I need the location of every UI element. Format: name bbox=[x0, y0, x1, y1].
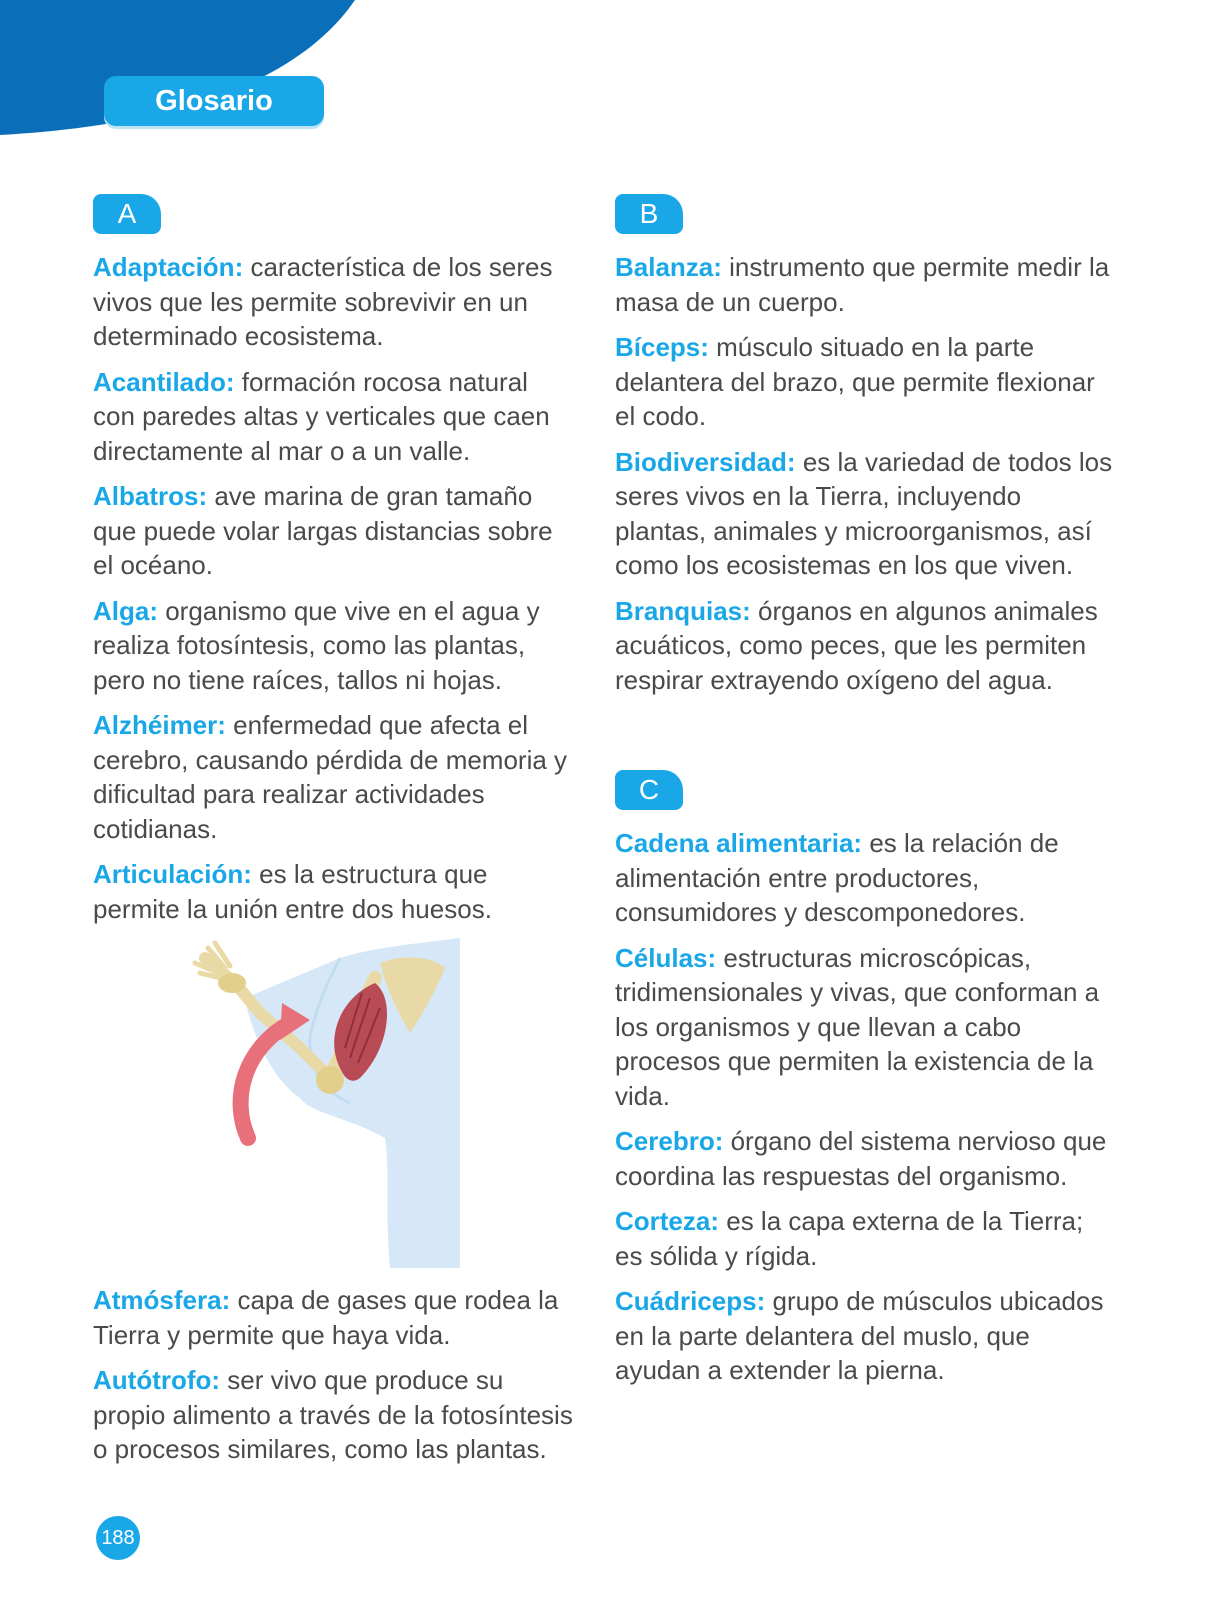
section-b bbox=[615, 194, 1115, 708]
section-letter-a: A bbox=[93, 194, 161, 234]
glossary-entry bbox=[93, 1363, 573, 1467]
section-letter-b: B bbox=[615, 194, 683, 234]
entry-definition: formación rocosa natural con paredes altas y verticales que caen directamente al mar o a un valle. bbox=[93, 366, 550, 466]
section-a bbox=[93, 194, 573, 937]
glossary-entry bbox=[615, 1204, 1115, 1273]
entry-definition: enfermedad que afecta el cerebro, causando pérdida de memoria y dificultad para realizar actividades cotidianas. bbox=[93, 710, 568, 844]
entry-term: Albatros: bbox=[93, 481, 208, 511]
glossary-entry bbox=[615, 330, 1115, 434]
entry-definition: órgano del sistema nervioso que coordina las respuestas del organismo. bbox=[615, 1126, 1107, 1191]
glossary-entry bbox=[93, 594, 573, 698]
section-c bbox=[615, 770, 1115, 1399]
entry-term: Branquias: bbox=[615, 595, 751, 626]
entry-term: Alga: bbox=[93, 595, 158, 626]
entry-term: Articulación: bbox=[93, 859, 252, 889]
entry-definition: es la variedad de todos los seres vivos en la Tierra, incluyendo plantas, animales y microorganismos, así como los ecosistemas en los que viven. bbox=[615, 446, 1113, 580]
entry-definition: instrumento que permite medir la masa de un cuerpo. bbox=[615, 252, 1110, 317]
glossary-entry bbox=[93, 365, 573, 469]
entry-definition: grupo de músculos ubicados en la parte delantera del muslo, que ayudan a extender la pierna. bbox=[615, 1286, 1104, 1385]
entry-term: Balanza: bbox=[615, 252, 722, 282]
entry-term: Autótrofo: bbox=[93, 1365, 221, 1395]
entry-definition: capa de gases que rodea la Tierra y permite que haya vida. bbox=[93, 1285, 559, 1350]
page-number: 188 bbox=[96, 1516, 140, 1560]
arm-flexion-illustration bbox=[190, 938, 470, 1268]
entry-term: Cadena alimentaria: bbox=[615, 828, 863, 858]
entry-term: Bíceps: bbox=[615, 332, 709, 362]
glossary-entry bbox=[93, 857, 573, 926]
glossary-entry bbox=[93, 250, 573, 354]
entry-term: Biodiversidad: bbox=[615, 446, 796, 477]
glossary-entry bbox=[615, 826, 1115, 930]
glossary-entry bbox=[615, 250, 1115, 319]
glossary-entry bbox=[615, 1124, 1115, 1193]
entry-term: Corteza: bbox=[615, 1206, 720, 1236]
glossary-entry bbox=[93, 1283, 573, 1352]
entry-definition: es la relación de alimentación entre productores, consumidores y descomponedores. bbox=[615, 828, 1059, 927]
entry-definition: ave marina de gran tamaño que puede volar largas distancias sobre el océano. bbox=[93, 481, 553, 580]
entry-term: Alzhéimer: bbox=[93, 710, 226, 740]
entry-definition: es la estructura que permite la unión entre dos huesos. bbox=[93, 859, 492, 924]
entry-definition: es la capa externa de la Tierra; es sólida y rígida. bbox=[615, 1206, 1084, 1271]
corner-decoration bbox=[0, 0, 380, 150]
glossary-entry bbox=[615, 445, 1115, 583]
entry-term: Atmósfera: bbox=[93, 1285, 231, 1315]
glossary-entry bbox=[93, 708, 573, 846]
entry-term: Acantilado: bbox=[93, 366, 235, 397]
section-letter-c: C bbox=[615, 770, 683, 810]
entry-term: Cuádriceps: bbox=[615, 1286, 766, 1316]
glossary-entry bbox=[615, 1284, 1115, 1388]
glossary-entry bbox=[93, 479, 573, 583]
glossary-entry bbox=[615, 941, 1115, 1114]
entry-definition: músculo situado en la parte delantera del brazo, que permite flexionar el codo. bbox=[615, 332, 1095, 431]
entry-definition: órganos en algunos animales acuáticos, como peces, que les permiten respirar extrayendo oxígeno del agua. bbox=[615, 595, 1098, 695]
entry-definition: organismo que vive en el agua y realiza fotosíntesis, como las plantas, pero no tiene raíces, tallos ni hojas. bbox=[93, 595, 540, 695]
page-title: Glosario bbox=[104, 76, 324, 126]
entry-definition: estructuras microscópicas, tridimensionales y vivas, que conforman a los organismos y que llevan a cabo procesos que permiten la existencia de la vida. bbox=[615, 942, 1100, 1111]
entry-term: Cerebro: bbox=[615, 1126, 724, 1156]
section-a-continued bbox=[93, 1283, 573, 1478]
glossary-entry bbox=[615, 594, 1115, 698]
entry-definition: ser vivo que produce su propio alimento a través de la fotosíntesis o procesos similares, como las plantas. bbox=[93, 1365, 573, 1464]
entry-term: Adaptación: bbox=[93, 252, 244, 282]
entry-term: Células: bbox=[615, 942, 717, 973]
entry-definition: característica de los seres vivos que les permite sobrevivir en un determinado ecosistema. bbox=[93, 252, 553, 351]
